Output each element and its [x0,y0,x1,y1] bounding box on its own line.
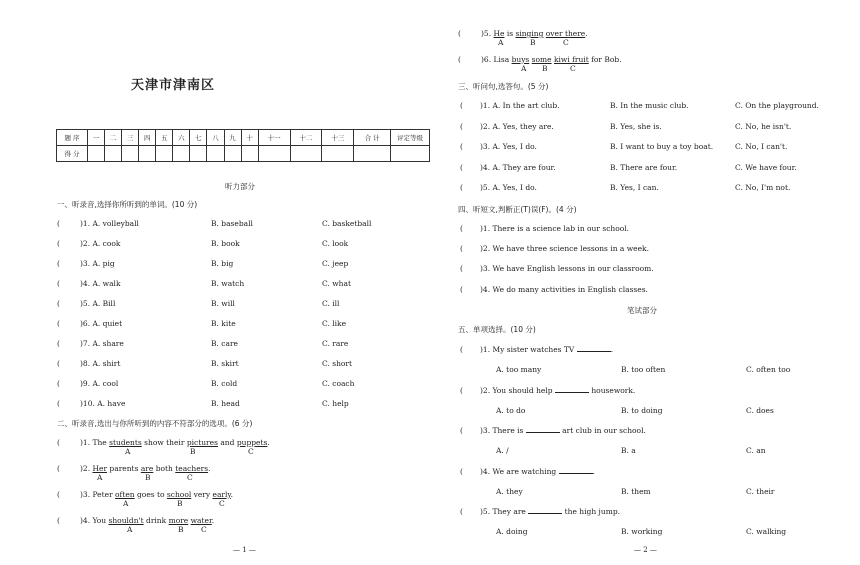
score-input-cell[interactable] [224,146,241,162]
option-b: B. too often [621,365,666,374]
option-letter-b: B [178,525,184,534]
underlined-word: shouldn't [108,516,144,525]
underlined-word: teachers [175,464,209,473]
option-c: C. like [322,319,347,328]
sentence-text: . [267,438,270,447]
option-c: C. jeep [322,259,349,268]
answer-paren[interactable]: ( [57,516,60,525]
option-a: )10. A. have [80,399,126,408]
question-part: )2. You should help [480,385,555,395]
score-input-cell[interactable] [139,146,156,162]
option-c: C. look [322,239,349,248]
underlined-word: over there [545,29,586,38]
underlined-word: water [190,516,212,525]
sentence-line [481,29,588,38]
underlined-word: early [212,490,231,499]
option-a: )4. A. They are four. [480,162,556,172]
question-part: )5. They are [480,507,529,516]
sentence-text: very [191,490,213,499]
score-input-cell[interactable] [258,146,290,162]
score-header-cell: 六 [173,130,190,146]
answer-paren[interactable]: ( [458,29,461,38]
option-a: )1. A. In the art club. [480,101,560,110]
option-letter-a: A [127,525,133,534]
answer-paren[interactable]: ( [460,224,463,233]
sentence-line [80,464,210,473]
option-c: C. ill [322,299,340,308]
statement-text: )3. We have English lessons in our classroom. [480,264,654,274]
option-a: A. to do [496,405,526,415]
answer-blank [559,466,596,476]
score-input-cell[interactable] [122,146,139,162]
underlined-word: He [493,29,505,38]
question-text [480,426,646,435]
answer-paren[interactable]: ( [460,142,463,151]
section-2-title: 二、听录音,选出与你所听到的内容不符部分的选项。(6 分) [57,419,253,428]
option-c: C. No, he isn't. [735,121,792,131]
answer-paren[interactable]: ( [57,490,60,499]
sentence-text: )2. [80,464,93,473]
underlined-word: some [531,55,552,64]
score-table-header-row [57,130,430,146]
option-b: B. them [621,486,651,496]
option-letter-c: C [248,447,254,456]
option-a: A. too many [496,365,542,374]
answer-paren[interactable]: ( [57,399,60,408]
sentence-line [80,516,214,525]
underlined-word: buys [511,55,530,64]
answer-paren[interactable]: ( [57,438,60,447]
option-c: C. walking [746,527,787,536]
question-part: . [610,345,614,354]
score-header-cell: 十 [241,130,258,146]
option-c: C. an [746,446,766,455]
score-header-cell: 二 [105,130,122,146]
option-letter-a: A [498,38,504,47]
sentence-text: for Bob. [588,55,622,64]
sentence-text: . [585,29,588,38]
underlined-word: pictures [186,438,218,447]
option-letter-a: A [125,447,131,456]
score-header-cell: 合 计 [354,130,391,146]
answer-paren[interactable]: ( [460,345,463,354]
underlined-word: puppets [236,438,268,447]
answer-paren[interactable]: ( [57,259,60,268]
option-letter-b: B [542,64,548,73]
sentence-line [80,490,233,499]
option-letter-c: C [201,525,207,534]
option-c: C. No, I can't. [735,142,788,151]
score-input-cell[interactable] [322,146,354,162]
option-b: B. will [211,299,235,308]
option-a: )3. A. Yes, I do. [480,142,537,151]
score-input-cell[interactable] [173,146,190,162]
score-header-cell: 十三 [322,130,354,146]
score-input-cell[interactable] [391,146,430,162]
sentence-text: both [153,464,176,473]
sentence-line [80,438,270,447]
option-c: C. rare [322,339,349,348]
option-b: B. skirt [211,359,239,368]
score-input-cell[interactable] [105,146,122,162]
underlined-word: school [166,490,192,499]
question-text [480,507,620,516]
written-section-label: 笔试部分 [627,306,657,315]
option-a: )6. A. quiet [80,319,123,328]
sentence-line [481,55,622,64]
sentence-text: . [211,516,215,525]
option-a: )5. A. Yes, I do. [480,183,537,192]
sentence-text: )5. [481,29,494,38]
option-b: B. baseball [211,219,253,228]
answer-blank [577,345,614,354]
option-letter-a: A [123,499,129,508]
section-4-title: 四、听短文,判断正(T)误(F)。(4 分) [458,205,577,214]
page-number-right: — 2 — [634,546,657,554]
answer-paren[interactable]: ( [460,162,463,172]
option-letter-a: A [97,473,103,482]
question-text [480,345,613,354]
sentence-text: )3. Peter [80,490,116,499]
option-letter-c: C [187,473,193,482]
underlined-word: often [115,490,135,499]
answer-paren[interactable]: ( [460,121,463,131]
score-header-cell: 九 [224,130,241,146]
option-a: A. doing [496,527,528,536]
option-c: C. what [322,279,351,288]
sentence-text: . [208,464,211,473]
option-a: )4. A. walk [80,279,121,288]
option-c: C. does [746,405,774,415]
option-c: C. We have four. [735,162,797,172]
answer-paren[interactable]: ( [460,264,463,274]
option-a: )7. A. share [80,339,124,348]
score-header-cell: 十一 [258,130,290,146]
option-c: C. No, I'm not. [735,183,791,192]
statement-text: )4. We do many activities in English classes. [480,284,648,294]
option-c: C. often too [746,365,791,374]
option-letter-b: B [190,447,196,456]
option-letter-c: C [570,64,576,73]
underlined-word: singing [515,29,544,38]
option-c: C. help [322,399,349,408]
underlined-word: more [168,516,189,525]
option-c: C. coach [322,379,355,388]
question-part: )3. There is [480,426,526,435]
answer-paren[interactable]: ( [460,385,463,395]
option-letter-c: C [563,38,569,47]
option-b: B. a [621,446,636,455]
option-b: B. big [211,259,234,268]
option-b: B. working [621,527,663,536]
answer-paren[interactable]: ( [57,299,60,308]
option-c: C. short [322,359,353,368]
question-text [480,467,595,476]
answer-blank [555,386,589,393]
option-b: B. I want to buy a toy boat. [610,142,714,151]
score-header-cell: 五 [156,130,173,146]
question-part: housework. [588,385,636,395]
option-a: )9. A. cool [80,379,119,388]
page-title: 天津市津南区 [131,78,216,93]
section-5-title: 五、单项选择。(10 分) [458,325,536,334]
question-text [480,386,635,395]
option-a: A. / [496,446,509,455]
underlined-word: kiwi fruit [553,55,589,64]
option-b: B. kite [211,319,236,328]
question-part: art club in our school. [559,426,646,435]
answer-paren[interactable]: ( [460,244,463,254]
option-a: )5. A. Bill [80,299,116,308]
score-input-cell[interactable] [354,146,391,162]
option-b: B. watch [211,279,245,288]
question-part: the high jump. [562,507,620,516]
answer-paren[interactable]: ( [57,319,60,328]
score-header-cell: 七 [190,130,207,146]
option-c: C. their [746,486,775,496]
option-letter-c: C [219,499,225,508]
answer-paren[interactable]: ( [460,101,463,110]
statement-text: )2. We have three science lessons in a week. [480,244,649,254]
answer-paren[interactable]: ( [57,359,60,368]
answer-paren[interactable]: ( [57,219,60,228]
option-b: B. to doing [621,405,663,415]
score-input-cell[interactable] [88,146,105,162]
option-b: B. cold [211,379,238,388]
option-b: B. There are four. [610,162,678,172]
answer-paren[interactable]: ( [460,426,463,435]
option-a: )3. A. pig [80,259,115,268]
underlined-word: are [140,464,154,473]
score-input-cell[interactable] [156,146,173,162]
option-letter-a: A [521,64,527,73]
question-part: . [592,466,596,476]
answer-paren[interactable]: ( [57,279,60,288]
score-header-cell: 十二 [290,130,322,146]
score-row-label: 得 分 [57,146,88,162]
option-c: C. basketball [322,219,372,228]
section-1-title: 一、听录音,选择你所听到的单词。(10 分) [57,200,198,209]
score-table [56,129,430,162]
score-header-cell: 题 序 [57,130,88,146]
sentence-text: )1. The [80,438,110,447]
score-header-cell: 四 [139,130,156,146]
answer-paren[interactable]: ( [460,466,463,476]
sentence-text: )6. Lisa [481,55,512,64]
sentence-text: show their [141,438,187,447]
option-b: B. Yes, I can. [610,183,659,192]
answer-paren[interactable]: ( [57,379,60,388]
section-3-title: 三、听问句,选答句。(5 分) [458,82,549,91]
option-c: C. On the playground. [735,101,819,110]
score-input-cell[interactable] [290,146,322,162]
option-a: )1. A. volleyball [80,219,139,228]
answer-blank [526,426,560,433]
question-part: )4. We are watching [480,466,559,476]
sentence-text: is [504,29,516,38]
sentence-text: )4. You [80,516,109,525]
option-a: )8. A. shirt [80,359,121,368]
answer-paren[interactable]: ( [460,183,463,192]
sentence-text: parents [107,464,141,473]
answer-blank [528,507,562,514]
option-b: B. care [211,339,238,348]
score-input-cell[interactable] [241,146,258,162]
answer-paren[interactable]: ( [460,284,463,294]
answer-paren[interactable]: ( [460,507,463,516]
score-input-cell[interactable] [190,146,207,162]
sentence-text: and [217,438,237,447]
answer-paren[interactable]: ( [57,239,60,248]
answer-paren[interactable]: ( [458,55,461,64]
option-a: )2. A. Yes, they are. [480,121,554,131]
option-b: B. In the music club. [610,101,689,110]
option-letter-b: B [177,499,183,508]
score-header-cell: 一 [88,130,105,146]
option-a: )2. A. cook [80,239,121,248]
question-part: )1. My sister watches TV [480,345,577,354]
statement-text: )1. There is a science lab in our school. [480,224,630,233]
score-input-cell[interactable] [207,146,224,162]
score-header-cell: 三 [122,130,139,146]
sentence-text: . [230,490,234,499]
sentence-text: drink [143,516,169,525]
option-b: B. Yes, she is. [610,121,662,131]
answer-paren[interactable]: ( [57,339,60,348]
option-a: A. they [496,486,523,496]
score-table-score-row [57,146,430,162]
answer-paren[interactable]: ( [57,464,60,473]
option-letter-b: B [530,38,536,47]
option-b: B. book [211,239,240,248]
option-b: B. head [211,399,240,408]
listening-section-label: 听力部分 [225,182,255,191]
page-number-left: — 1 — [233,546,256,554]
score-header-cell: 评定等级 [391,130,430,146]
sentence-text: goes to [134,490,167,499]
underlined-word: Her [92,464,108,473]
underlined-word: students [109,438,142,447]
score-header-cell: 八 [207,130,224,146]
option-letter-b: B [145,473,151,482]
